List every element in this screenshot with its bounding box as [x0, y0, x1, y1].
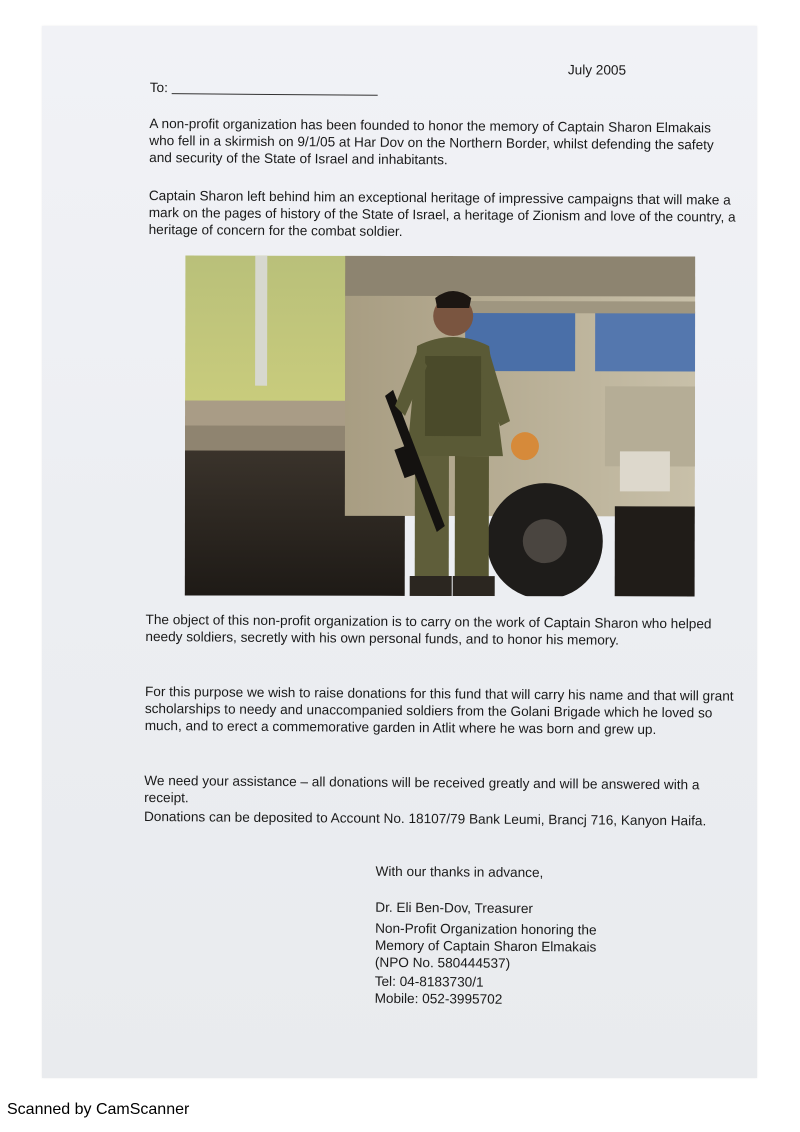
recipient-line [150, 79, 378, 98]
paragraph-donation-account: Donations can be deposited to Account No. 18107/79 Bank Leumi, Brancj 716, Kanyon Haifa. [143, 808, 707, 829]
signature-tel: Tel: 04-8183730/1 [374, 973, 484, 990]
signature-org-line-1: Non-Profit Organization honoring the [375, 920, 597, 938]
signoff: With our thanks in advance, [375, 863, 544, 881]
scanner-watermark: Scanned by CamScanner [7, 1101, 190, 1118]
signature-block [375, 899, 676, 1009]
paragraph-heritage: Captain Sharon left behind him an exceptional heritage of impressive campaigns that will make a mark on the pages of history of the State of Israel, a heritage of Zionism and love of the country, a heritage of concern for the combat soldier. [148, 187, 736, 239]
letter-date: July 2005 [567, 62, 627, 78]
signature-mobile: Mobile: 052-3995702 [374, 990, 503, 1007]
paragraph-objective: The object of this non-profit organization is to carry on the work of Captain Sharon who helped needy soldiers, secretly with his own personal funds, and to honor his memory. [145, 611, 712, 648]
recipient-blank [172, 93, 378, 96]
paragraph-purpose: For this purpose we wish to raise donations for this fund that will carry his name and that will grant scholarships to needy and unaccompanied soldiers from the Golani Brigade which he loved so much, and to erect a commemorative garden in Atlit where he was born and grew up. [144, 683, 734, 737]
signature-name: Dr. Eli Ben-Dov, Treasurer [375, 899, 534, 917]
paragraph-founding: A non-profit organization has been founded to honor the memory of Captain Sharon Elmakais who fell in a skirmish on 9/1/05 at Har Dov on the Northern Border, whilst defending the safety and security of the State of Israel and inhabitants. [149, 115, 714, 168]
to-label: To: [149, 79, 168, 96]
soldier-photo [185, 256, 696, 597]
signature-org-line-2: Memory of Captain Sharon Elmakais [374, 937, 597, 955]
signature-npo-number: (NPO No. 580444537) [374, 954, 511, 971]
paragraph-assistance: We need your assistance – all donations will be received greatly and will be answered with a receipt. [144, 772, 700, 806]
